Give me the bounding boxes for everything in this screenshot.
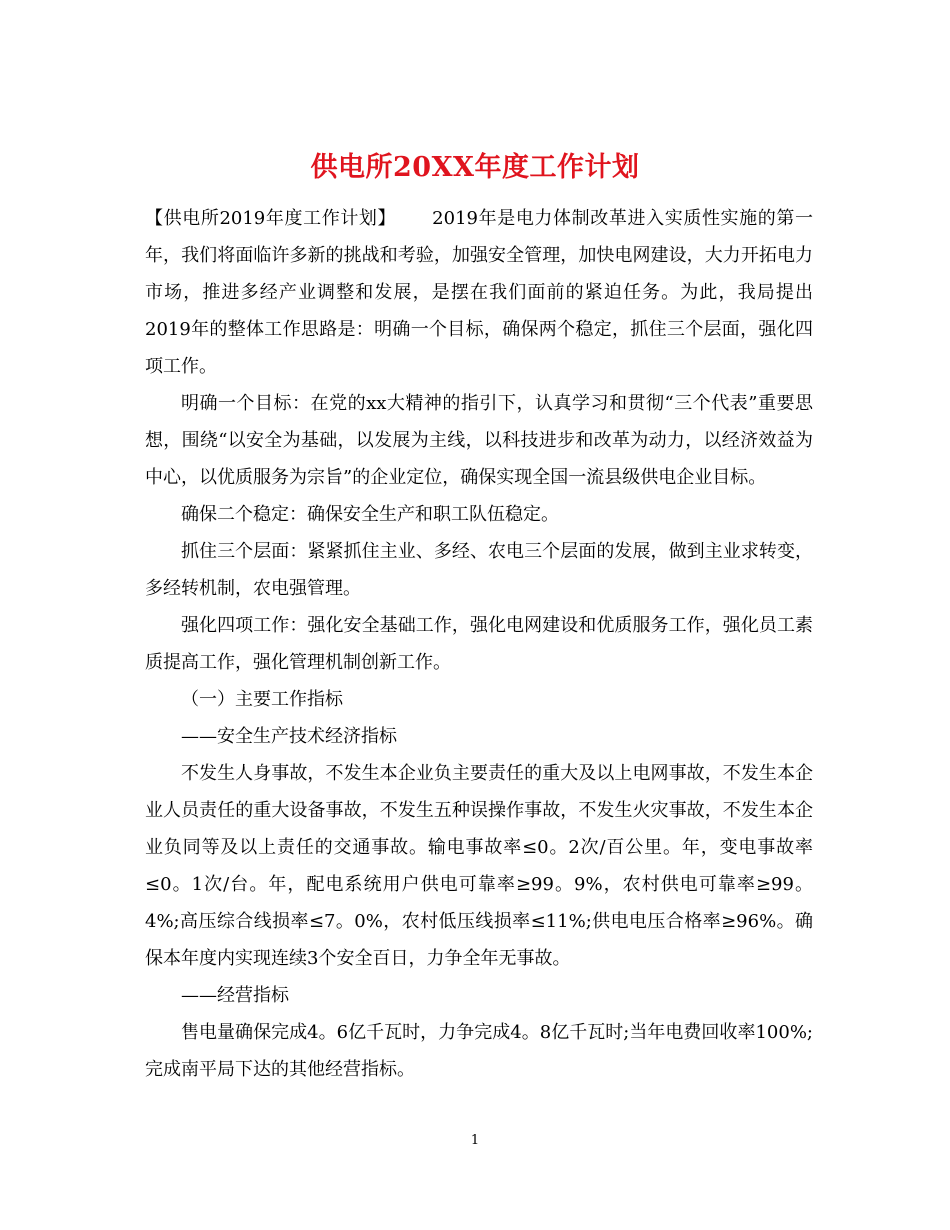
page-number: 1 [470,1133,480,1148]
four-works-paragraph: 强化四项工作：强化安全基础工作，强化电网建设和优质服务工作，强化员工素质提高工作，强化管理机制创新工作。 [145,615,813,673]
subsection-safety-indicators: ——安全生产技术经济指标 [181,726,397,747]
intro-paragraph [145,200,813,385]
goal-paragraph: 明确一个目标：在党的xx大精神的指引下，认真学习和贯彻“三个代表”重要思想，围绕“以安全为基础，以发展为主线，以科技进步和改革为动力，以经济效益为中心，以优质服务为宗旨”的企业定位，确保实现全国一流县级供电企业目标。 [145,393,813,488]
document-title: 供电所20XX年度工作计划 [310,152,640,184]
safety-indicators-paragraph: 不发生人身事故，不发生本企业负主要责任的重大及以上电网事故，不发生本企业人员责任的重大设备事故，不发生五种误操作事故，不发生火灾事故，不发生本企业负同等及以上责任的交通事故。输电事故率≤0。2次/百公里。年，变电事故率≤0。1次/台。年，配电系统用户供电可靠率≥99。9%，农村供电可靠率≥99。4%;高压综合线损率≤7。0%，农村低压线损率≤11%;供电电压合格率≥96%。确保本年度内实现连续3个安全百日，力争全年无事故。 [145,763,813,969]
section-main-indicators: （一）主要工作指标 [181,689,343,710]
stability-paragraph: 确保二个稳定：确保安全生产和职工队伍稳定。 [181,504,559,525]
subsection-business-indicators: ——经营指标 [181,985,289,1006]
levels-paragraph: 抓住三个层面：紧紧抓住主业、多经、农电三个层面的发展，做到主业求转变，多经转机制，农电强管理。 [145,541,813,599]
document-body [145,200,813,1088]
intro-label: 【供电所2019年度工作计划】 [145,208,397,229]
business-indicators-paragraph: 售电量确保完成4。6亿千瓦时，力争完成4。8亿千瓦时;当年电费回收率100%;完成南平局下达的其他经营指标。 [145,1022,813,1080]
intro-text: 2019年是电力体制改革进入实质性实施的第一年，我们将面临许多新的挑战和考验，加强安全管理，加快电网建设，大力开拓电力市场，推进多经产业调整和发展，是摆在我们面前的紧迫任务。为此，我局提出2019年的整体工作思路是：明确一个目标，确保两个稳定，抓住三个层面，强化四项工作。 [145,208,814,377]
